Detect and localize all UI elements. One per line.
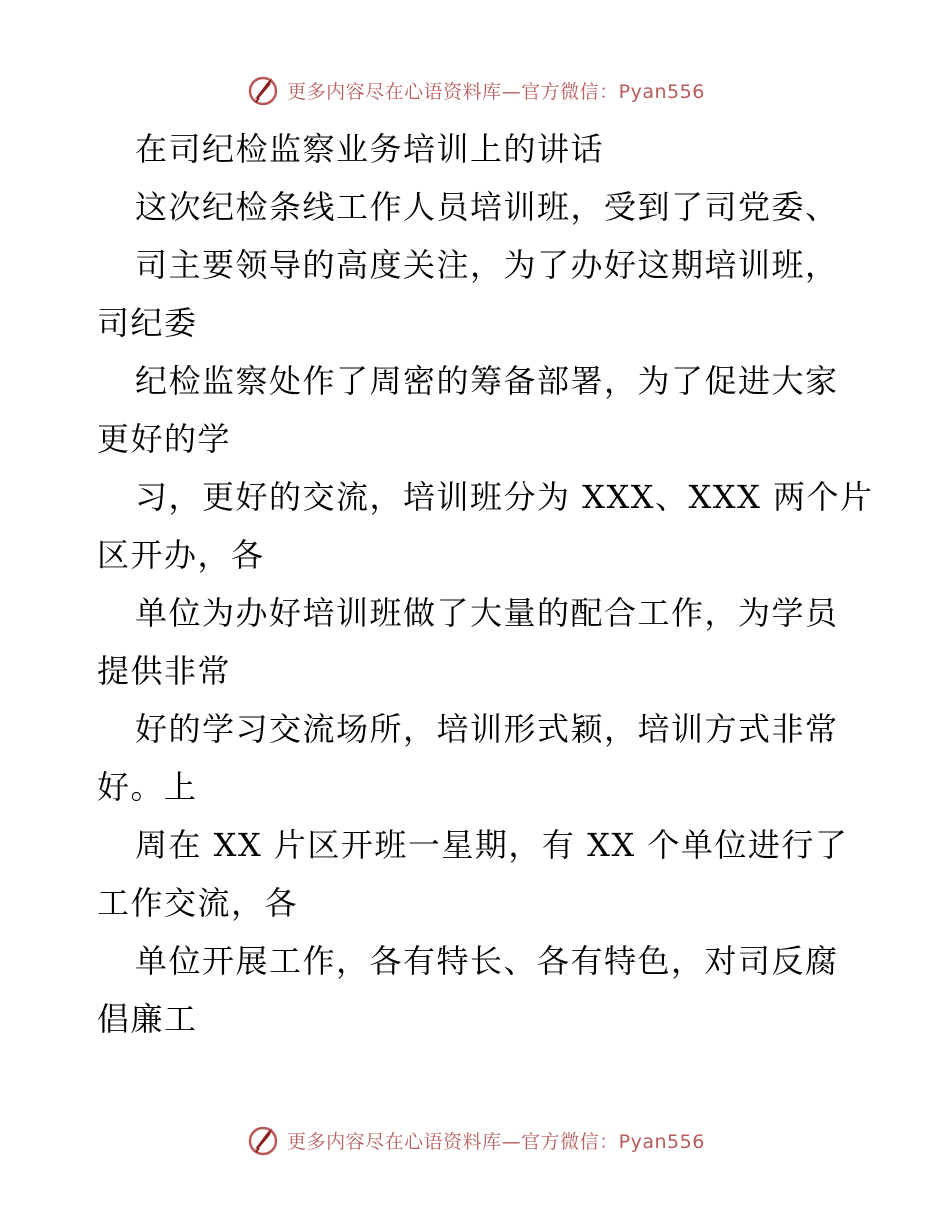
text-line: 好的学习交流场所，培训形式颖，培训方式非常 — [135, 710, 839, 748]
header-banner — [0, 70, 950, 110]
quill-pen-logo-icon — [245, 72, 281, 108]
text-line: 单位开展工作，各有特长、各有特色，对司反腐 — [135, 942, 839, 980]
text-line: 倡廉工 — [97, 1000, 198, 1038]
text-line: 更好的学 — [97, 420, 232, 458]
footer-banner — [0, 1120, 950, 1160]
text-line: 区开办，各 — [97, 536, 265, 574]
text-line: 司主要领导的高度关注，为了办好这期培训班， — [135, 246, 839, 284]
text-line: 好。上 — [97, 768, 198, 806]
text-line: 工作交流，各 — [97, 884, 299, 922]
document-title: 在司纪检监察业务培训上的讲话 — [135, 130, 605, 168]
text-line: 单位为办好培训班做了大量的配合工作，为学员 — [135, 594, 839, 632]
footer-banner-text: 更多内容尽在心语资料库—官方微信：Pyan556 — [287, 1130, 705, 1153]
quill-pen-logo-icon — [245, 1122, 281, 1158]
text-line: 纪检监察处作了周密的筹备部署，为了促进大家 — [135, 362, 839, 400]
document-body — [97, 120, 874, 1048]
text-line: 周在 XX 片区开班一星期，有 XX 个单位进行了 — [135, 826, 849, 864]
text-line: 提供非常 — [97, 652, 232, 690]
text-line: 司纪委 — [97, 304, 198, 342]
header-banner-text: 更多内容尽在心语资料库—官方微信：Pyan556 — [287, 80, 705, 103]
text-line: 这次纪检条线工作人员培训班，受到了司党委、 — [135, 188, 839, 226]
text-line: 习，更好的交流，培训班分为 XXX、XXX 两个片 — [135, 478, 874, 516]
